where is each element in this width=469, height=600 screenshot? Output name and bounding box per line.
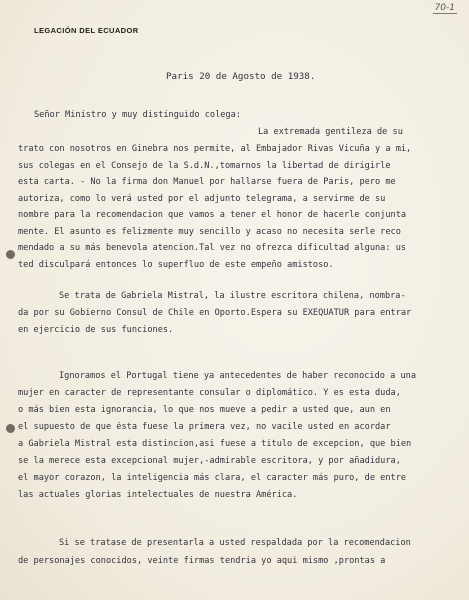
body-line-18: se la merece esta excepcional mujer,-admirable escritora, y por añadidura, (18, 456, 401, 466)
body-line-11: da por su Gobierno Consul de Chile en Oporto.Espera su EXEQUATUR para entrar (18, 308, 412, 318)
folio-number: 70-1 (434, 3, 455, 13)
body-line-8: mendado a su más benevola atencion.Tal vez no ofrezca dificultad alguna: us (18, 243, 407, 253)
letterhead: LEGACIÓN DEL ECUADOR (34, 26, 139, 35)
punch-hole-top (6, 250, 15, 259)
body-line-13: Ignoramos el Portugal tiene ya antecedentes de haber reconocido a una (59, 371, 416, 381)
body-line-21: Si se tratase de presentarla a usted respaldada por la recomendacion (59, 538, 411, 548)
body-line-1: La extremada gentileza de su (258, 127, 403, 137)
body-line-10: Se trata de Gabriela Mistral, la ilustre escritora chilena, nombra- (59, 291, 406, 301)
body-line-19: el mayor corazon, la inteligencia más clara, el caracter más puro, de entre (18, 473, 407, 483)
body-line-7: mente. El asunto es felizmente muy sencillo y acaso no necesita serle reco (18, 227, 401, 237)
punch-hole-bottom (6, 424, 15, 433)
body-line-6: nombre para la recomendacion que vamos a tener el honor de hacerle conjunta (18, 210, 407, 220)
body-line-14: mujer en caracter de representante consular o diplomático. Y es esta duda, (18, 388, 401, 398)
body-line-4: esta carta. - No la firma don Manuel por hallarse fuera de Paris, pero me (18, 177, 396, 187)
body-line-12: en ejercicio de sus funciones. (18, 325, 174, 335)
body-line-15: o más bien esta ignorancia, lo que nos mueve a pedir a usted que, aun en (18, 405, 391, 415)
body-line-3: sus colegas en el Consejo de la S.d.N.,tomarnos la libertad de dirigirle (18, 161, 391, 171)
body-line-2: trato con nosotros en Ginebra nos permite, al Embajador Rivas Vicuña y a mi, (18, 144, 412, 154)
body-line-20: las actuales glorias intelectuales de nuestra América. (18, 490, 298, 500)
salutation: Señor Ministro y muy distinguido colega: (34, 110, 241, 120)
body-line-9: ted disculpará entonces lo superfluo de este empeño amistoso. (18, 260, 334, 270)
body-line-16: el supuesto de que ésta fuese la primera vez, no vacile usted en acordar (18, 422, 391, 432)
body-line-22: de personajes conocidos, veinte firmas tendria yo aqui mismo ,prontas a (18, 556, 386, 566)
body-line-5: autoriza, como lo verá usted por el adjunto telegrama, a servirme de su (18, 194, 386, 204)
body-line-17: a Gabriela Mistral esta distincion,asi fuese a titulo de excepcion, que bien (18, 439, 412, 449)
letter-date: Paris 20 de Agosto de 1938. (166, 71, 316, 82)
